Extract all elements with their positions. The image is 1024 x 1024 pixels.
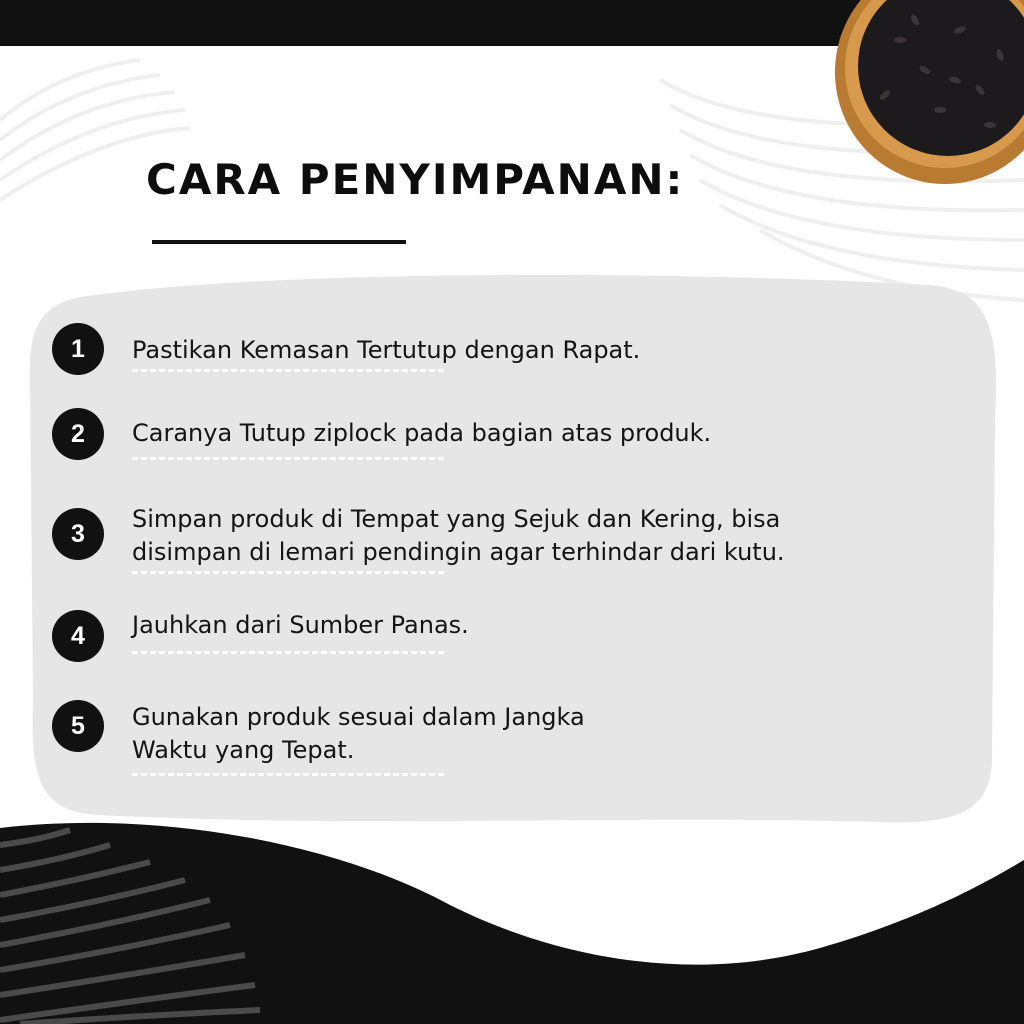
dashed-divider	[132, 773, 444, 776]
list-item	[52, 505, 952, 583]
title-underline	[152, 240, 406, 244]
step-text	[132, 334, 640, 367]
step-text-line: Gunakan produk sesuai dalam Jangka	[132, 703, 585, 731]
step-number-badge: 5	[52, 700, 104, 752]
dashed-divider	[132, 571, 444, 574]
step-text	[132, 609, 469, 642]
rice-bowl-image	[835, 0, 1024, 184]
step-text-line: disimpan di lemari pendingin agar terhindar dari kutu.	[132, 538, 785, 566]
step-number-badge: 1	[52, 323, 104, 375]
dashed-divider	[132, 369, 444, 372]
step-text-line: Jauhkan dari Sumber Panas.	[132, 611, 469, 639]
step-text-line: Caranya Tutup ziplock pada bagian atas produk.	[132, 419, 712, 447]
step-number-badge: 3	[52, 508, 104, 560]
dashed-divider	[132, 651, 444, 654]
list-item	[52, 408, 952, 468]
step-text	[132, 701, 585, 767]
step-text-line: Simpan produk di Tempat yang Sejuk dan Kering, bisa	[132, 505, 781, 533]
dashed-divider	[132, 457, 444, 460]
step-number-badge: 2	[52, 408, 104, 460]
bottom-wave	[0, 823, 1024, 1024]
step-text-line: Waktu yang Tepat.	[132, 736, 355, 764]
step-text	[132, 503, 785, 569]
list-item	[52, 610, 952, 670]
list-item	[52, 323, 952, 383]
step-text-line: Pastikan Kemasan Tertutup dengan Rapat.	[132, 336, 641, 364]
list-item	[52, 700, 952, 785]
step-number-badge: 4	[52, 610, 104, 662]
step-text	[132, 417, 711, 450]
page-title: CARA PENYIMPANAN:	[146, 155, 685, 204]
